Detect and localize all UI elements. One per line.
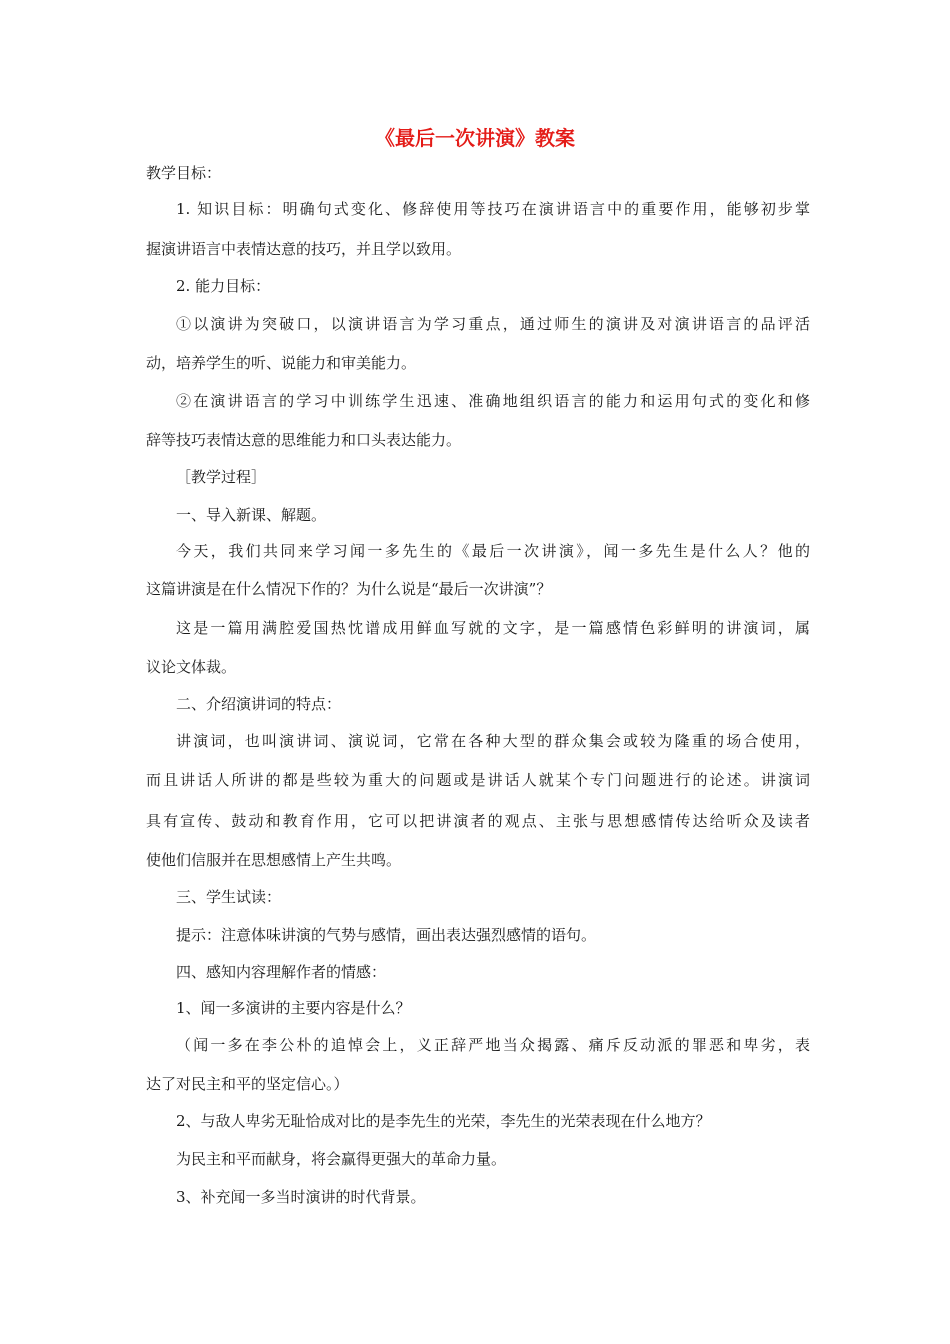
paragraph-line: 议论文体裁。 — [146, 658, 237, 676]
paragraph-line: （闻一多在李公朴的追悼会上，义正辞严地当众揭露、痛斥反动派的罪恶和卑劣，表 — [176, 1036, 810, 1054]
paragraph-line: 使他们信服并在思想感情上产生共鸣。 — [146, 851, 402, 869]
question-3: 3、补充闻一多当时演讲的时代背景。 — [176, 1188, 426, 1206]
paragraph-line: 辞等技巧表情达意的思维能力和口头表达能力。 — [146, 431, 462, 449]
paragraph-line: ①以演讲为突破口，以演讲语言为学习重点，通过师生的演讲及对演讲语言的品评活 — [176, 315, 810, 333]
paragraph-line: 为民主和平而献身，将会赢得更强大的革命力量。 — [176, 1150, 507, 1168]
paragraph-line: 而且讲话人所讲的都是些较为重大的问题或是讲话人就某个专门问题进行的论述。讲演词 — [146, 771, 810, 789]
section-heading-2: 二、介绍演讲词的特点： — [176, 695, 342, 713]
paragraph-line: 动，培养学生的听、说能力和审美能力。 — [146, 354, 417, 372]
paragraph-line: 讲演词，也叫演讲词、演说词，它常在各种大型的群众集会或较为隆重的场合使用， — [176, 732, 810, 750]
paragraph-line: 2. 能力目标： — [176, 277, 271, 295]
paragraph-line: 这篇讲演是在什么情况下作的？为什么说是“最后一次讲演”？ — [146, 580, 552, 598]
paragraph-line: 今天，我们共同来学习闻一多先生的《最后一次讲演》，闻一多先生是什么人？他的 — [176, 542, 810, 560]
paragraph-line: 提示：注意体味讲演的气势与感情，画出表达强烈感情的语句。 — [176, 926, 597, 944]
section-heading-3: 三、学生试读： — [176, 888, 282, 906]
paragraph-line: 达了对民主和平的坚定信心。） — [146, 1075, 349, 1093]
paragraph-line: 具有宣传、鼓动和教育作用，它可以把讲演者的观点、主张与思想感情传达给听众及读者 — [146, 812, 810, 830]
paragraph-line: ②在演讲语言的学习中训练学生迅速、准确地组织语言的能力和运用句式的变化和修 — [176, 392, 810, 410]
paragraph-line: 握演讲语言中表情达意的技巧，并且学以致用。 — [146, 240, 462, 258]
section-heading-objectives: 教学目标： — [146, 164, 222, 182]
paragraph-line: 这是一篇用满腔爱国热忱谱成用鲜血写就的文字，是一篇感情色彩鲜明的讲演词，属 — [176, 619, 810, 637]
section-heading-1: 一、导入新课、解题。 — [176, 506, 327, 524]
page-title: 《最后一次讲演》教案 — [375, 126, 575, 150]
paragraph-line: 1. 知识目标：明确句式变化、修辞使用等技巧在演讲语言中的重要作用，能够初步掌 — [176, 200, 810, 218]
question-1: 1、闻一多演讲的主要内容是什么？ — [176, 999, 411, 1017]
question-2: 2、与敌人卑劣无耻恰成对比的是李先生的光荣，李先生的光荣表现在什么地方？ — [176, 1112, 711, 1130]
section-heading-4: 四、感知内容理解作者的情感： — [176, 963, 387, 981]
section-heading-process: ［教学过程］ — [176, 468, 267, 486]
